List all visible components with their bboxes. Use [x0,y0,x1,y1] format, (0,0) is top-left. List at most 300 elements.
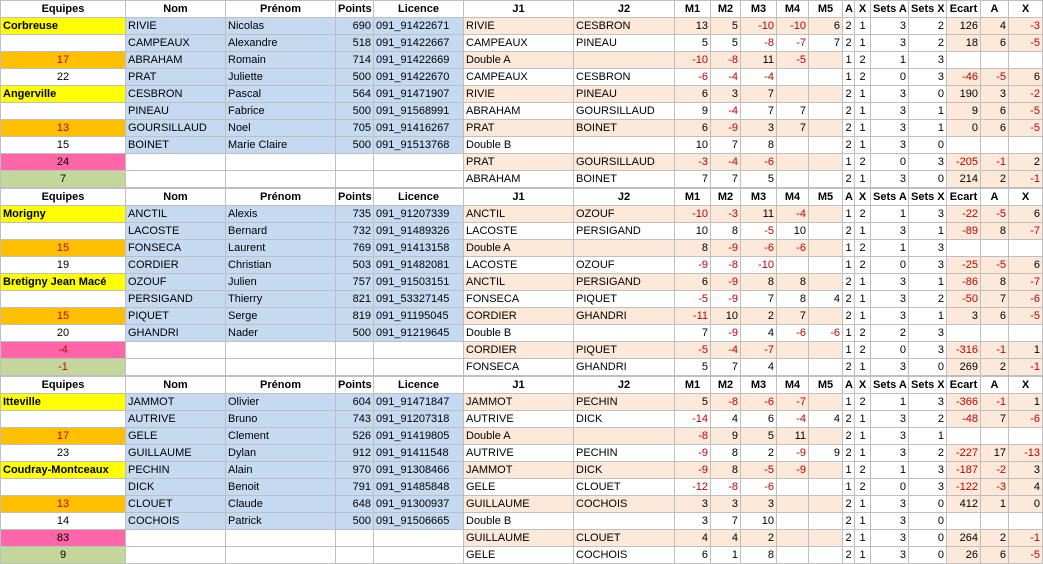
set-score-cell[interactable]: 7 [777,120,809,137]
set-score-cell[interactable]: 6 [675,274,711,291]
x-cell[interactable]: 2 [855,325,871,342]
sets-x-cell[interactable]: 3 [909,479,947,496]
team-cell[interactable] [1,291,126,308]
set-score-cell[interactable] [809,496,843,513]
set-score-cell[interactable]: -9 [777,462,809,479]
j1-cell[interactable]: GELE [464,547,574,564]
nom-cell[interactable]: CORDIER [126,257,226,274]
ecart-x-cell[interactable] [1009,240,1043,257]
set-score-cell[interactable]: 7 [741,86,777,103]
x-cell[interactable]: 1 [855,18,871,35]
x-cell[interactable]: 1 [855,496,871,513]
licence-cell[interactable]: 091_91482081 [374,257,464,274]
set-score-cell[interactable]: 5 [711,35,741,52]
ecart-cell[interactable]: -86 [947,274,981,291]
sets-x-cell[interactable]: 0 [909,359,947,376]
points-cell[interactable]: 564 [336,86,374,103]
sets-a-cell[interactable]: 0 [871,154,909,171]
ecart-cell[interactable]: -366 [947,394,981,411]
points-cell[interactable]: 518 [336,35,374,52]
ecart-a-cell[interactable]: -5 [981,69,1009,86]
set-score-cell[interactable]: -4 [777,411,809,428]
x-cell[interactable]: 1 [855,428,871,445]
sets-a-cell[interactable]: 3 [871,103,909,120]
set-score-cell[interactable] [777,547,809,564]
a-cell[interactable]: 2 [843,103,855,120]
set-score-cell[interactable]: -12 [675,479,711,496]
j2-cell[interactable] [574,513,675,530]
set-score-cell[interactable] [809,223,843,240]
team-cell[interactable]: 13 [1,120,126,137]
nom-cell[interactable]: CAMPEAUX [126,35,226,52]
ecart-x-cell[interactable] [1009,137,1043,154]
sets-x-cell[interactable]: 3 [909,462,947,479]
set-score-cell[interactable]: -5 [741,462,777,479]
nom-cell[interactable]: LACOSTE [126,223,226,240]
set-score-cell[interactable]: 8 [741,137,777,154]
licence-cell[interactable]: 091_91513768 [374,137,464,154]
sets-x-cell[interactable]: 0 [909,137,947,154]
nom-cell[interactable]: CESBRON [126,86,226,103]
set-score-cell[interactable]: 2 [741,445,777,462]
prenom-cell[interactable]: Patrick [226,513,336,530]
set-score-cell[interactable] [777,154,809,171]
ecart-x-cell[interactable]: -1 [1009,359,1043,376]
ecart-a-cell[interactable]: 2 [981,171,1009,188]
j1-cell[interactable]: Double A [464,240,574,257]
prenom-cell[interactable]: Claude [226,496,336,513]
set-score-cell[interactable]: 2 [741,530,777,547]
nom-cell[interactable] [126,171,226,188]
ecart-x-cell[interactable]: 1 [1009,394,1043,411]
sets-x-cell[interactable]: 2 [909,411,947,428]
set-score-cell[interactable] [809,342,843,359]
set-score-cell[interactable] [809,86,843,103]
j1-cell[interactable]: Double A [464,52,574,69]
points-cell[interactable]: 743 [336,411,374,428]
j1-cell[interactable]: ABRAHAM [464,171,574,188]
ecart-a-cell[interactable] [981,52,1009,69]
sets-x-cell[interactable]: 2 [909,445,947,462]
ecart-x-cell[interactable]: -3 [1009,18,1043,35]
j1-cell[interactable]: AUTRIVE [464,411,574,428]
ecart-x-cell[interactable]: -7 [1009,223,1043,240]
licence-cell[interactable]: 091_91413158 [374,240,464,257]
set-score-cell[interactable] [777,69,809,86]
prenom-cell[interactable] [226,547,336,564]
j2-cell[interactable] [574,428,675,445]
j1-cell[interactable]: GUILLAUME [464,530,574,547]
ecart-cell[interactable]: 0 [947,120,981,137]
licence-cell[interactable]: 091_91471907 [374,86,464,103]
set-score-cell[interactable] [809,103,843,120]
a-cell[interactable]: 2 [843,86,855,103]
set-score-cell[interactable]: -9 [675,462,711,479]
sets-a-cell[interactable]: 3 [871,308,909,325]
ecart-a-cell[interactable]: 8 [981,223,1009,240]
set-score-cell[interactable] [777,359,809,376]
ecart-cell[interactable]: -316 [947,342,981,359]
a-cell[interactable]: 2 [843,308,855,325]
a-cell[interactable]: 1 [843,69,855,86]
set-score-cell[interactable]: 8 [777,291,809,308]
set-score-cell[interactable]: -8 [711,394,741,411]
team-cell[interactable]: Bretigny Jean Macé [1,274,126,291]
j2-cell[interactable]: OZOUF [574,206,675,223]
a-cell[interactable]: 2 [843,359,855,376]
a-cell[interactable]: 1 [843,462,855,479]
set-score-cell[interactable]: 4 [809,411,843,428]
set-score-cell[interactable]: -7 [777,394,809,411]
set-score-cell[interactable]: -10 [741,257,777,274]
prenom-cell[interactable]: Romain [226,52,336,69]
nom-cell[interactable]: ABRAHAM [126,52,226,69]
set-score-cell[interactable]: 11 [741,206,777,223]
ecart-a-cell[interactable]: 7 [981,291,1009,308]
sets-a-cell[interactable]: 3 [871,120,909,137]
ecart-cell[interactable] [947,52,981,69]
set-score-cell[interactable]: 9 [675,103,711,120]
set-score-cell[interactable]: -7 [741,342,777,359]
nom-cell[interactable]: ANCTIL [126,206,226,223]
set-score-cell[interactable]: 13 [675,18,711,35]
set-score-cell[interactable]: 11 [741,52,777,69]
nom-cell[interactable]: OZOUF [126,274,226,291]
set-score-cell[interactable]: -14 [675,411,711,428]
j1-cell[interactable]: Double B [464,325,574,342]
licence-cell[interactable]: 091_91422670 [374,69,464,86]
ecart-cell[interactable]: -46 [947,69,981,86]
licence-cell[interactable]: 091_91489326 [374,223,464,240]
ecart-cell[interactable]: -227 [947,445,981,462]
set-score-cell[interactable]: 5 [741,171,777,188]
j2-cell[interactable]: GOURSILLAUD [574,154,675,171]
j2-cell[interactable]: DICK [574,411,675,428]
team-cell[interactable]: 22 [1,69,126,86]
ecart-cell[interactable]: -187 [947,462,981,479]
points-cell[interactable]: 791 [336,479,374,496]
j1-cell[interactable]: ANCTIL [464,274,574,291]
prenom-cell[interactable] [226,171,336,188]
j1-cell[interactable]: JAMMOT [464,462,574,479]
a-cell[interactable]: 2 [843,137,855,154]
set-score-cell[interactable]: 5 [711,18,741,35]
set-score-cell[interactable]: -8 [711,479,741,496]
set-score-cell[interactable]: 7 [809,35,843,52]
set-score-cell[interactable] [809,308,843,325]
licence-cell[interactable] [374,547,464,564]
nom-cell[interactable] [126,530,226,547]
sets-a-cell[interactable]: 1 [871,462,909,479]
set-score-cell[interactable]: -6 [675,69,711,86]
set-score-cell[interactable]: 7 [675,171,711,188]
ecart-x-cell[interactable]: 6 [1009,69,1043,86]
set-score-cell[interactable]: -6 [741,240,777,257]
sets-a-cell[interactable]: 3 [871,411,909,428]
licence-cell[interactable]: 091_91207339 [374,206,464,223]
licence-cell[interactable] [374,342,464,359]
sets-x-cell[interactable]: 2 [909,18,947,35]
ecart-x-cell[interactable]: -13 [1009,445,1043,462]
points-cell[interactable]: 912 [336,445,374,462]
j1-cell[interactable]: FONSECA [464,291,574,308]
team-cell[interactable]: -1 [1,359,126,376]
sets-a-cell[interactable]: 3 [871,428,909,445]
team-cell[interactable]: 13 [1,496,126,513]
j1-cell[interactable]: GUILLAUME [464,496,574,513]
a-cell[interactable]: 1 [843,206,855,223]
set-score-cell[interactable]: 10 [777,223,809,240]
j1-cell[interactable]: RIVIE [464,18,574,35]
sets-a-cell[interactable]: 0 [871,479,909,496]
team-cell[interactable]: Angerville [1,86,126,103]
set-score-cell[interactable]: -6 [809,325,843,342]
ecart-cell[interactable] [947,513,981,530]
j1-cell[interactable]: Double B [464,513,574,530]
sets-x-cell[interactable]: 0 [909,530,947,547]
ecart-cell[interactable]: 264 [947,530,981,547]
set-score-cell[interactable]: -6 [777,325,809,342]
ecart-cell[interactable]: -122 [947,479,981,496]
points-cell[interactable]: 500 [336,137,374,154]
sets-x-cell[interactable]: 1 [909,120,947,137]
ecart-cell[interactable]: -22 [947,206,981,223]
set-score-cell[interactable]: -10 [675,52,711,69]
set-score-cell[interactable]: -7 [777,35,809,52]
ecart-cell[interactable]: 3 [947,308,981,325]
ecart-x-cell[interactable] [1009,52,1043,69]
ecart-a-cell[interactable]: -5 [981,257,1009,274]
set-score-cell[interactable]: 1 [711,547,741,564]
nom-cell[interactable]: JAMMOT [126,394,226,411]
a-cell[interactable]: 2 [843,291,855,308]
sets-a-cell[interactable]: 3 [871,359,909,376]
j2-cell[interactable] [574,52,675,69]
set-score-cell[interactable]: 6 [809,18,843,35]
a-cell[interactable]: 1 [843,394,855,411]
ecart-a-cell[interactable]: -3 [981,479,1009,496]
sets-x-cell[interactable]: 3 [909,240,947,257]
licence-cell[interactable]: 091_53327145 [374,291,464,308]
j1-cell[interactable]: CAMPEAUX [464,35,574,52]
set-score-cell[interactable] [809,479,843,496]
ecart-a-cell[interactable] [981,428,1009,445]
points-cell[interactable]: 604 [336,394,374,411]
set-score-cell[interactable]: 5 [675,35,711,52]
team-cell[interactable]: 17 [1,52,126,69]
team-cell[interactable]: Itteville [1,394,126,411]
sets-a-cell[interactable]: 3 [871,530,909,547]
set-score-cell[interactable] [777,530,809,547]
set-score-cell[interactable] [777,137,809,154]
ecart-x-cell[interactable]: 3 [1009,462,1043,479]
set-score-cell[interactable] [777,86,809,103]
sets-x-cell[interactable]: 3 [909,154,947,171]
prenom-cell[interactable]: Julien [226,274,336,291]
sets-x-cell[interactable]: 1 [909,428,947,445]
j2-cell[interactable]: COCHOIS [574,496,675,513]
points-cell[interactable]: 500 [336,325,374,342]
x-cell[interactable]: 2 [855,394,871,411]
nom-cell[interactable]: CLOUET [126,496,226,513]
x-cell[interactable]: 2 [855,240,871,257]
nom-cell[interactable]: DICK [126,479,226,496]
set-score-cell[interactable] [809,154,843,171]
team-cell[interactable] [1,223,126,240]
set-score-cell[interactable]: 4 [711,530,741,547]
set-score-cell[interactable] [777,513,809,530]
set-score-cell[interactable] [809,240,843,257]
set-score-cell[interactable]: 8 [741,547,777,564]
set-score-cell[interactable]: -11 [675,308,711,325]
ecart-a-cell[interactable] [981,325,1009,342]
j1-cell[interactable]: PRAT [464,120,574,137]
points-cell[interactable] [336,342,374,359]
set-score-cell[interactable]: 10 [675,223,711,240]
j2-cell[interactable]: DICK [574,462,675,479]
sets-a-cell[interactable]: 3 [871,291,909,308]
set-score-cell[interactable]: -4 [777,206,809,223]
set-score-cell[interactable] [809,513,843,530]
j2-cell[interactable]: CLOUET [574,530,675,547]
j2-cell[interactable] [574,240,675,257]
licence-cell[interactable]: 091_91195045 [374,308,464,325]
team-cell[interactable]: 20 [1,325,126,342]
prenom-cell[interactable]: Serge [226,308,336,325]
set-score-cell[interactable] [777,257,809,274]
j1-cell[interactable]: AUTRIVE [464,445,574,462]
prenom-cell[interactable]: Juliette [226,69,336,86]
set-score-cell[interactable]: -6 [777,240,809,257]
x-cell[interactable]: 1 [855,411,871,428]
set-score-cell[interactable]: 8 [777,274,809,291]
ecart-a-cell[interactable] [981,513,1009,530]
set-score-cell[interactable]: 7 [777,103,809,120]
licence-cell[interactable]: 091_91471847 [374,394,464,411]
set-score-cell[interactable]: 7 [711,137,741,154]
a-cell[interactable]: 2 [843,171,855,188]
j2-cell[interactable]: GHANDRI [574,359,675,376]
set-score-cell[interactable]: -9 [711,240,741,257]
set-score-cell[interactable] [809,120,843,137]
ecart-x-cell[interactable] [1009,428,1043,445]
ecart-x-cell[interactable]: -5 [1009,308,1043,325]
set-score-cell[interactable]: 6 [675,86,711,103]
j2-cell[interactable]: PECHIN [574,445,675,462]
points-cell[interactable]: 500 [336,69,374,86]
team-cell[interactable]: 19 [1,257,126,274]
ecart-cell[interactable]: 126 [947,18,981,35]
team-cell[interactable]: Coudray-Montceaux [1,462,126,479]
team-cell[interactable]: 7 [1,171,126,188]
set-score-cell[interactable]: 6 [675,120,711,137]
x-cell[interactable]: 2 [855,154,871,171]
licence-cell[interactable]: 091_91422669 [374,52,464,69]
prenom-cell[interactable]: Noel [226,120,336,137]
set-score-cell[interactable] [777,496,809,513]
nom-cell[interactable]: PIQUET [126,308,226,325]
j2-cell[interactable]: CLOUET [574,479,675,496]
nom-cell[interactable]: GHANDRI [126,325,226,342]
licence-cell[interactable]: 091_91422671 [374,18,464,35]
set-score-cell[interactable]: 9 [711,428,741,445]
sets-x-cell[interactable]: 0 [909,86,947,103]
a-cell[interactable]: 2 [843,274,855,291]
licence-cell[interactable]: 091_91506665 [374,513,464,530]
j2-cell[interactable]: COCHOIS [574,547,675,564]
points-cell[interactable] [336,154,374,171]
ecart-x-cell[interactable]: -5 [1009,35,1043,52]
x-cell[interactable]: 1 [855,137,871,154]
ecart-a-cell[interactable]: 4 [981,18,1009,35]
ecart-a-cell[interactable]: 6 [981,120,1009,137]
prenom-cell[interactable] [226,342,336,359]
points-cell[interactable] [336,530,374,547]
points-cell[interactable] [336,359,374,376]
ecart-x-cell[interactable]: -7 [1009,274,1043,291]
set-score-cell[interactable]: 8 [711,462,741,479]
x-cell[interactable]: 2 [855,479,871,496]
team-cell[interactable]: Corbreuse [1,18,126,35]
set-score-cell[interactable]: 4 [675,530,711,547]
set-score-cell[interactable]: -4 [711,154,741,171]
team-cell[interactable]: 17 [1,428,126,445]
set-score-cell[interactable]: 5 [675,394,711,411]
a-cell[interactable]: 2 [843,120,855,137]
set-score-cell[interactable]: -5 [675,342,711,359]
prenom-cell[interactable]: Laurent [226,240,336,257]
set-score-cell[interactable]: -5 [777,52,809,69]
ecart-x-cell[interactable]: 4 [1009,479,1043,496]
set-score-cell[interactable]: 10 [675,137,711,154]
set-score-cell[interactable]: 8 [675,240,711,257]
set-score-cell[interactable]: 2 [741,308,777,325]
set-score-cell[interactable] [809,206,843,223]
ecart-a-cell[interactable]: -1 [981,394,1009,411]
nom-cell[interactable]: PECHIN [126,462,226,479]
ecart-cell[interactable] [947,240,981,257]
set-score-cell[interactable] [777,171,809,188]
j2-cell[interactable]: BOINET [574,120,675,137]
set-score-cell[interactable] [809,69,843,86]
licence-cell[interactable] [374,154,464,171]
sets-a-cell[interactable]: 3 [871,223,909,240]
ecart-a-cell[interactable]: -2 [981,462,1009,479]
j1-cell[interactable]: JAMMOT [464,394,574,411]
x-cell[interactable]: 2 [855,52,871,69]
set-score-cell[interactable]: 3 [711,496,741,513]
ecart-a-cell[interactable]: 3 [981,86,1009,103]
prenom-cell[interactable]: Nicolas [226,18,336,35]
nom-cell[interactable]: GUILLAUME [126,445,226,462]
licence-cell[interactable] [374,530,464,547]
ecart-cell[interactable]: 9 [947,103,981,120]
sets-x-cell[interactable]: 0 [909,513,947,530]
j2-cell[interactable]: CESBRON [574,18,675,35]
prenom-cell[interactable]: Christian [226,257,336,274]
ecart-cell[interactable] [947,428,981,445]
ecart-cell[interactable] [947,137,981,154]
x-cell[interactable]: 1 [855,547,871,564]
set-score-cell[interactable]: 3 [711,86,741,103]
sets-x-cell[interactable]: 3 [909,69,947,86]
nom-cell[interactable] [126,359,226,376]
nom-cell[interactable]: GOURSILLAUD [126,120,226,137]
sets-x-cell[interactable]: 1 [909,308,947,325]
set-score-cell[interactable] [777,342,809,359]
j2-cell[interactable]: OZOUF [574,257,675,274]
points-cell[interactable]: 714 [336,52,374,69]
